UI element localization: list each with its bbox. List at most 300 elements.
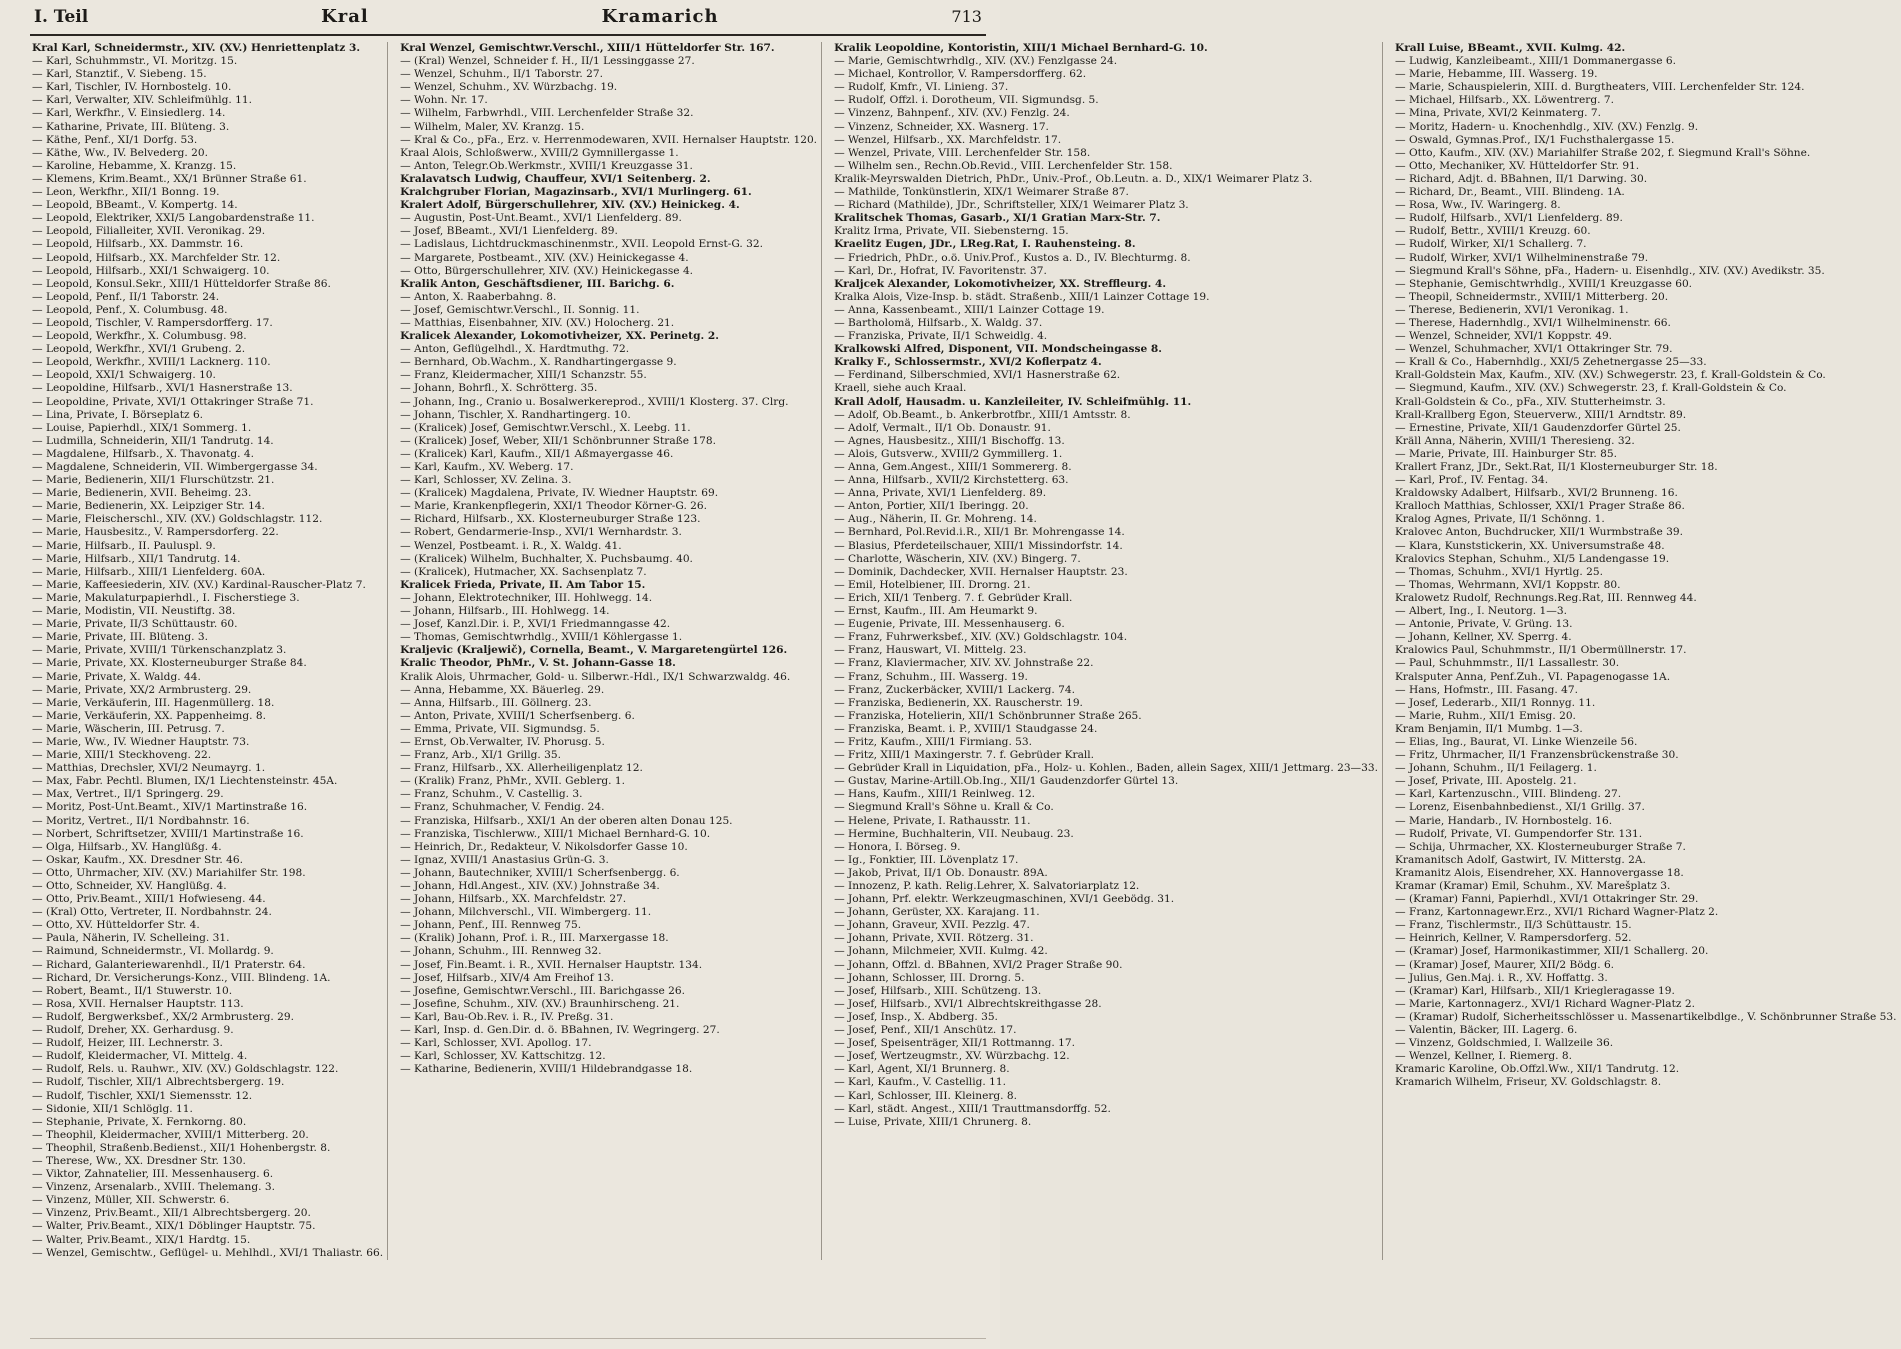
directory-entry: — Magdalene, Schneiderin, VII. Wimbergergasse 34. xyxy=(32,461,318,473)
directory-entry: Kralicek Alexander, Lokomotivheizer, XX. Perinetg. 2. xyxy=(400,330,719,343)
directory-entry: — Rosa, Ww., IV. Waringerg. 8. xyxy=(1395,199,1561,212)
directory-entry: Kralic Theodor, PhMr., V. St. Johann-Gasse 18. xyxy=(400,657,676,670)
directory-entry: — Ferdinand, Silberschmied, XVI/1 Hasnerstraße 62. xyxy=(834,369,1121,382)
directory-entry: Kralert Adolf, Bürgerschullehrer, XIV. (XV.) Heinickeg. 4. xyxy=(400,199,740,212)
directory-entry: — Lorenz, Eisenbahnbedienst., XI/1 Grillg. 37. xyxy=(1395,801,1645,814)
directory-entry: — Marie, XIII/1 Steckhoveng. 22. xyxy=(32,749,212,762)
directory-entry: — Richard, Galanteriewarenhdl., II/1 Praterstr. 64. xyxy=(32,958,306,971)
directory-entry: — Johann, Kellner, XV. Sperrg. 4. xyxy=(1395,631,1572,644)
directory-entry: — Karl, Stanztif., V. Siebeng. 15. xyxy=(32,68,207,81)
directory-entry: — Wenzel, Kellner, I. Riemerg. 8. xyxy=(1395,1050,1573,1063)
directory-entry: — Otto, Priv.Beamt., XIII/1 Hofwieseng. 44. xyxy=(32,893,266,906)
directory-entry: — Marie, Handarb., IV. Hornbostelg. 16. xyxy=(1395,814,1613,827)
directory-entry: — Karl, Verwalter, XIV. Schleifmühlg. 11. xyxy=(32,94,253,107)
directory-entry: — Leopold, Elektriker, XXI/5 Langobardenstraße 11. xyxy=(32,212,315,225)
directory-entry: — Johann, Offzl. d. BBahnen, XVI/2 Prager Straße 90. xyxy=(834,958,1123,971)
directory-entry: — Therese, Ww., XX. Dresdner Str. 130. xyxy=(32,1154,246,1167)
directory-entry: — Augustin, Post-Unt.Beamt., XVI/1 Lienfelderg. 89. xyxy=(400,212,682,225)
directory-entry: — Josef, Hilfsarb., XVI/1 Albrechtskreithgasse 28. xyxy=(834,997,1102,1010)
directory-entry: — Erich, XII/1 Tenberg. 7. f. Gebrüder Krall. xyxy=(834,591,1073,604)
directory-entry: — Theophil, Straßenb.Bedienst., XII/1 Hohenbergstr. 8. xyxy=(32,1141,331,1154)
directory-entry: — Theopil, Schneidermstr., XVIII/1 Mitterberg. 20. xyxy=(1395,290,1669,303)
directory-entry: — Ernst, Ob.Verwalter, IV. Phorusg. 5. xyxy=(400,735,605,748)
directory-entry: Kralky F., Schlossermstr., XVI/2 Koflerpatz 4. xyxy=(834,356,1102,369)
directory-entry: — Johann, Milchmeier, XVII. Kulmg. 42. xyxy=(834,945,1048,958)
directory-entry: — Rudolf, Wirker, XI/1 Schallerg. 7. xyxy=(1395,238,1587,251)
directory-entry: — (Kramar) Josef, Harmonikastimmer, XII/1 Schallerg. 20. xyxy=(1395,945,1709,958)
left-guide-word: Kral xyxy=(321,6,369,27)
directory-entry: — Rudolf, Rels. u. Rauhwr., XIV. (XV.) Goldschlagstr. 122. xyxy=(32,1063,339,1076)
directory-entry: — Anna, Hebamme, XX. Bäuerleg. 29. xyxy=(400,683,605,696)
directory-entry: — Franziska, Private, II/1 Schweidlg. 4. xyxy=(834,330,1048,343)
directory-entry: — Otto, Kaufm., XIV. (XV.) Mariahilfer Straße 202, f. Siegmund Krall's Söhne. xyxy=(1395,146,1811,159)
directory-entry: — Leopoldine, Private, XVI/1 Ottakringer Straße 71. xyxy=(32,395,314,408)
directory-entry: — Franz, Hilfsarb., XX. Allerheiligenplatz 12. xyxy=(400,762,643,775)
directory-entry: — Marie, Verkäuferin, XX. Pappenheimg. 8. xyxy=(32,709,266,722)
directory-entry: — (Kralicek), Hutmacher, XX. Sachsenplatz 7. xyxy=(400,565,647,578)
directory-entry: Kramaric Karoline, Ob.Offzl.Ww., XII/1 Tandrutg. 12. xyxy=(1395,1063,1680,1076)
directory-entry: — Olga, Hilfsarb., XV. Hanglüßg. 4. xyxy=(32,840,222,853)
directory-entry: — Johann, Private, XVII. Rötzerg. 31. xyxy=(834,932,1034,945)
directory-entry: — Franz, Kartonnagewr.Erz., XVI/1 Richard Wagner-Platz 2. xyxy=(1395,906,1719,919)
directory-entry: — Norbert, Schriftsetzer, XVIII/1 Martinstraße 16. xyxy=(32,827,304,840)
directory-entry: — Franziska, Bedienerin, XX. Rauscherstr. 19. xyxy=(834,696,1083,709)
directory-columns xyxy=(30,42,1897,1260)
directory-entry: — Karl, Prof., IV. Fentag. 34. xyxy=(1395,474,1549,487)
directory-entry: — Franziska, Tischlerww., XIII/1 Michael Bernhard-G. 10. xyxy=(400,827,711,840)
directory-entry: Kraldowsky Adalbert, Hilfsarb., XVI/2 Brunneng. 16. xyxy=(1395,487,1678,500)
directory-entry: — Wilhelm, Maler, XV. Kranzg. 15. xyxy=(400,120,585,133)
directory-entry: — Katharine, Bedienerin, XVIII/1 Hildebrandgasse 18. xyxy=(400,1063,693,1076)
directory-entry: — Wilhelm, Farbwrhdl., VIII. Lerchenfelder Straße 32. xyxy=(400,107,694,120)
directory-entry: — Ernst, Kaufm., III. Am Heumarkt 9. xyxy=(834,605,1038,618)
directory-entry: — Anna, Hilfsarb., XVII/2 Kirchstetterg. 63. xyxy=(834,474,1069,487)
directory-entry: — Mathilde, Tonkünstlerin, XIX/1 Weimarer Straße 87. xyxy=(834,186,1129,199)
directory-entry: — Schija, Uhrmacher, XX. Klosterneuburger Straße 7. xyxy=(1395,840,1686,853)
directory-entry: Kralowics Paul, Schuhmmstr., II/1 Obermüllnerstr. 17. xyxy=(1395,644,1687,657)
directory-entry: — Karl, Schuhmmstr., VI. Moritzg. 15. xyxy=(32,55,238,68)
directory-entry: — Jakob, Privat, II/1 Ob. Donaustr. 89A. xyxy=(834,866,1048,879)
directory-entry: — Karl, Kartenzuschn., VIII. Blindeng. 27. xyxy=(1395,788,1622,801)
directory-entry: — Max, Vertret., II/1 Springerg. 29. xyxy=(32,788,224,801)
directory-entry: Kralog Agnes, Private, II/1 Schönng. 1. xyxy=(1395,513,1605,526)
directory-entry: — Johann, Milchverschl., VII. Wimbergerg. 11. xyxy=(400,906,652,919)
directory-entry: Krall Luise, BBeamt., XVII. Kulmg. 42. xyxy=(1395,42,1626,54)
directory-entry: Kraal Alois, Schloßwerw., XVIII/2 Gymnillergasse 1. xyxy=(400,146,679,159)
directory-entry: — Vinzenz, Bahnpenf., XIV. (XV.) Fenzlg. 24. xyxy=(834,107,1070,120)
directory-entry: Kralitschek Thomas, Gasarb., XI/1 Gratian Marx-Str. 7. xyxy=(834,212,1161,225)
directory-entry: — Lina, Private, I. Börseplatz 6. xyxy=(32,408,204,421)
page-bottom-rule xyxy=(30,1338,986,1339)
directory-entry: — Leopold, Werkfhr., XVIII/1 Lacknerg. 110. xyxy=(32,356,271,369)
directory-entry: — Rosa, XVII. Hernalser Hauptstr. 113. xyxy=(32,997,244,1010)
directory-entry: — Franziska, Hilfsarb., XXI/1 An der oberen alten Donau 125. xyxy=(400,814,733,827)
directory-entry: — Gustav, Marine-Artill.Ob.Ing., XII/1 Gaudenzdorfer Gürtel 13. xyxy=(834,775,1179,788)
directory-entry: — Moritz, Post-Unt.Beamt., XIV/1 Martinstraße 16. xyxy=(32,801,308,814)
directory-entry: Kralik Anton, Geschäftsdiener, III. Barichg. 6. xyxy=(400,277,675,290)
directory-entry: — Marie, Gemischtwrhdlg., XIV. (XV.) Fenzlgasse 24. xyxy=(834,55,1118,68)
directory-entry: Krall-Goldstein & Co., pFa., XIV. Stutterheimstr. 3. xyxy=(1395,395,1666,408)
directory-entry: — Siegmund, Kaufm., XIV. (XV.) Schwegerstr. 23, f. Krall-Goldstein & Co. xyxy=(1395,382,1787,395)
directory-entry: — Johann, Prf. elektr. Werkzeugmaschinen, XVI/1 Geebödg. 31. xyxy=(834,893,1175,906)
directory-entry: — Bernhard, Pol.Revid.i.R., XII/1 Br. Mohrengasse 14. xyxy=(834,526,1125,539)
directory-entry: — Robert, Gendarmerie-Insp., XVI/1 Wernhardstr. 3. xyxy=(400,526,682,539)
directory-entry: — Thomas, Wehrmann, XVI/1 Koppstr. 80. xyxy=(1395,578,1621,591)
directory-entry: — Wenzel, Schuhm., XV. Würzbachg. 19. xyxy=(400,81,618,94)
directory-entry: — Marie, Bedienerin, XVII. Beheimg. 23. xyxy=(32,487,252,500)
directory-entry: — Marie, Makulaturpapierhdl., I. Fischerstiege 3. xyxy=(32,591,300,604)
directory-entry: — Bernhard, Ob.Wachm., X. Randhartingergasse 9. xyxy=(400,356,677,369)
directory-entry: — Josefine, Gemischtwr.Verschl., III. Barichgasse 26. xyxy=(400,984,685,997)
directory-entry: — Bartholomä, Hilfsarb., X. Waldg. 37. xyxy=(834,316,1043,329)
directory-entry: — Rudolf, Hilfsarb., XVI/1 Lienfelderg. 89. xyxy=(1395,212,1623,225)
directory-entry: — Josef, Penf., XII/1 Anschütz. 17. xyxy=(834,1024,1017,1037)
directory-entry: — Rudolf, Heizer, III. Lechnerstr. 3. xyxy=(32,1037,223,1050)
directory-entry: — Franz, Hauswart, VI. Mittelg. 23. xyxy=(834,644,1027,657)
directory-entry: — Franz, Schuhm., III. Wasserg. 19. xyxy=(834,670,1028,683)
directory-entry: — Franz, Fuhrwerksbef., XIV. (XV.) Goldschlagstr. 104. xyxy=(834,631,1128,644)
directory-entry: — Anton, Portier, XII/1 Iberingg. 20. xyxy=(834,500,1029,513)
directory-entry: — Marie, Kartonnagerz., XVI/1 Richard Wagner-Platz 2. xyxy=(1395,997,1695,1010)
directory-entry: — Leopold, Tischler, V. Rampersdorfferg. 17. xyxy=(32,316,273,329)
directory-entry: — Leopoldine, Hilfsarb., XVI/1 Hasnerstraße 13. xyxy=(32,382,293,395)
directory-entry: — Elias, Ing., Baurat, VI. Linke Wienzeile 56. xyxy=(1395,735,1638,748)
directory-entry: — (Kralicek) Josef, Gemischtwr.Verschl., X. Leebg. 11. xyxy=(400,421,691,434)
directory-entry: — Hans, Hofmstr., III. Fasang. 47. xyxy=(1395,683,1578,696)
directory-entry: — Leopold, Hilfsarb., XXI/1 Schwaigerg. 10. xyxy=(32,264,270,277)
directory-entry: — (Kralik) Franz, PhMr., XVII. Geblerg. 1. xyxy=(400,775,626,788)
directory-entry: — Leopold, Hilfsarb., XX. Dammstr. 16. xyxy=(32,238,244,251)
directory-entry: — (Kralicek) Magdalena, Private, IV. Wiedner Hauptstr. 69. xyxy=(400,487,719,500)
directory-entry: — Siegmund Krall's Söhne, pFa., Hadern- u. Eisenhdlg., XIV. (XV.) Avedikstr. 35. xyxy=(1395,264,1825,277)
directory-entry: — Rudolf, Offzl. i. Dorotheum, VII. Sigmundsg. 5. xyxy=(834,94,1099,107)
directory-entry: — Viktor, Zahnatelier, III. Messenhauserg. 6. xyxy=(32,1168,274,1181)
directory-entry: Kraelitz Eugen, JDr., LReg.Rat, I. Rauhensteing. 8. xyxy=(834,238,1136,251)
directory-entry: — Otto, Bürgerschullehrer, XIV. (XV.) Heinickegasse 4. xyxy=(400,264,694,277)
directory-entry: Kralik Alois, Uhrmacher, Gold- u. Silberwr.-Hdl., IX/1 Schwarzwaldg. 46. xyxy=(400,670,791,683)
directory-entry: — Leopold, Penf., II/1 Taborstr. 24. xyxy=(32,290,220,303)
directory-entry: — Rudolf, Private, VI. Gumpendorfer Str. 131. xyxy=(1395,827,1643,840)
directory-entry: Kralloch Matthias, Schlosser, XXI/1 Prager Straße 86. xyxy=(1395,500,1685,513)
directory-entry: — Paul, Schuhmmstr., II/1 Lassallestr. 30. xyxy=(1395,657,1620,670)
directory-entry: — Marie, Private, III. Hainburger Str. 85. xyxy=(1395,447,1617,460)
directory-entry: Kraljcek Alexander, Lokomotivheizer, XX. Streffleurg. 4. xyxy=(834,277,1167,290)
directory-entry: — Oskar, Kaufm., XX. Dresdner Str. 46. xyxy=(32,853,243,866)
directory-entry: — Karl, Kaufm., V. Castellig. 11. xyxy=(834,1076,1007,1089)
directory-entry: — Leopold, Penf., X. Columbusg. 48. xyxy=(32,303,228,316)
directory-entry: — Richard, Hilfsarb., XX. Klosterneuburger Straße 123. xyxy=(400,513,701,526)
directory-entry: Kralik-Meyrswalden Dietrich, PhDr., Univ.-Prof., Ob.Leutn. a. D., XIX/1 Weimarer Platz 3. xyxy=(834,172,1313,185)
directory-entry: — Josef, Wertzeugmstr., XV. Würzbachg. 12. xyxy=(834,1050,1070,1063)
directory-entry: Kramanitz Alois, Eisendreher, XX. Hannovergasse 18. xyxy=(1395,866,1684,879)
directory-entry: — Johann, Bohrfl., X. Schrötterg. 35. xyxy=(400,382,598,395)
directory-entry: — Klemens, Krim.Beamt., XX/1 Brünner Straße 61. xyxy=(32,172,307,185)
page-number: 713 xyxy=(951,7,982,26)
directory-entry: — Franziska, Hotelierin, XII/1 Schönbrunner Straße 265. xyxy=(834,709,1142,722)
directory-entry: — Franz, Arb., XI/1 Grillg. 35. xyxy=(400,749,561,762)
directory-entry: — Friedrich, PhDr., o.ö. Univ.Prof., Kustos a. D., IV. Blechturmg. 8. xyxy=(834,251,1191,264)
directory-entry: — Stephanie, Gemischtwrhdlg., XVIII/1 Kreuzgasse 60. xyxy=(1395,277,1693,290)
directory-entry: — Karl, Schlosser, XV. Zelina. 3. xyxy=(400,474,572,487)
directory-entry: — Mina, Private, XVI/2 Keinmaterg. 7. xyxy=(1395,107,1601,120)
directory-entry: — Marie, Ww., IV. Wiedner Hauptstr. 73. xyxy=(32,735,250,748)
directory-entry: — Magdalene, Hilfsarb., X. Thavonatg. 4. xyxy=(32,447,254,460)
directory-entry: — Marie, Wäscherin, III. Petrusg. 7. xyxy=(32,722,225,735)
directory-entry: — Otto, Mechaniker, XV. Hütteldorfer Str. 91. xyxy=(1395,159,1640,172)
directory-entry: — Marie, Private, XVIII/1 Türkenschanzplatz 3. xyxy=(32,644,287,657)
directory-entry: — Josef, Hilfsarb., XIV/4 Am Freihof 13. xyxy=(400,971,614,984)
directory-entry: — Richard, Dr. Versicherungs-Konz., VIII. Blindeng. 1A. xyxy=(32,971,331,984)
directory-entry: — Leopold, Konsul.Sekr., XIII/1 Hütteldorfer Straße 86. xyxy=(32,277,331,290)
directory-entry: — Rudolf, Dreher, XX. Gerhardusg. 9. xyxy=(32,1024,234,1037)
directory-entry: — Otto, XV. Hütteldorfer Str. 4. xyxy=(32,919,200,932)
directory-entry: — Ludmilla, Schneiderin, XII/1 Tandrutg. 14. xyxy=(32,434,274,447)
directory-entry: — Sidonie, XII/1 Schlöglg. 11. xyxy=(32,1102,193,1115)
directory-entry: — (Kralik) Johann, Prof. i. R., III. Marxergasse 18. xyxy=(400,932,669,945)
directory-entry: — Josef, BBeamt., XVI/1 Lienfelderg. 89. xyxy=(400,225,618,238)
directory-entry: — Richard, Adjt. d. BBahnen, II/1 Darwing. 30. xyxy=(1395,172,1648,185)
directory-entry: — Michael, Hilfsarb., XX. Löwentrerg. 7. xyxy=(1395,94,1614,107)
directory-entry: — Ig., Fonktier, III. Lövenplatz 17. xyxy=(834,853,1019,866)
directory-entry: — (Kralicek) Josef, Weber, XII/1 Schönbrunner Straße 178. xyxy=(400,434,716,447)
directory-entry: — (Kramar) Karl, Hilfsarb., XII/1 Kriegleragasse 19. xyxy=(1395,984,1675,997)
directory-entry: — Therese, Bedienerin, XVI/1 Veronikag. 1. xyxy=(1395,303,1629,316)
directory-entry: — Wenzel, Schuhm., II/1 Taborstr. 27. xyxy=(400,68,603,81)
directory-entry: — Johann, Ing., Cranio u. Bosalwerkereprod., XVIII/1 Klosterg. 37. Clrg. xyxy=(400,395,789,408)
directory-entry: — Anna, Private, XVI/1 Lienfelderg. 89. xyxy=(834,487,1047,500)
directory-entry: — Johann, Schuhm., II/1 Feilagerg. 1. xyxy=(1395,762,1597,775)
directory-entry: — Johann, Bautechniker, XVIII/1 Scherfsenbergg. 6. xyxy=(400,866,680,879)
directory-entry: — Karl, Tischler, IV. Hornbostelg. 10. xyxy=(32,81,232,94)
directory-entry: — Marie, Private, X. Waldg. 44. xyxy=(32,670,201,683)
directory-entry: — Marie, Verkäuferin, III. Hagenmüllerg. 18. xyxy=(32,696,275,709)
directory-entry: Krall-Krallberg Egon, Steuerverw., XIII/1 Arndtstr. 89. xyxy=(1395,408,1687,421)
directory-entry: — Wenzel, Hilfsarb., XX. Marchfeldstr. 17. xyxy=(834,133,1062,146)
directory-entry: — Moritz, Hadern- u. Knochenhdlg., XIV. (XV.) Fenzlg. 9. xyxy=(1395,120,1699,133)
directory-entry: — Ernestine, Private, XII/1 Gaudenzdorfer Gürtel 25. xyxy=(1395,421,1681,434)
directory-entry: — Oswald, Gymnas.Prof., IX/1 Fuchsthalergasse 15. xyxy=(1395,133,1675,146)
directory-entry: — Heinrich, Kellner, V. Rampersdorferg. 52. xyxy=(1395,932,1632,945)
directory-entry: — Adolf, Vermalt., II/1 Ob. Donaustr. 91. xyxy=(834,421,1051,434)
directory-entry: — Johann, Schlosser, III. Drorng. 5. xyxy=(834,971,1025,984)
directory-entry: — Ludwig, Kanzleibeamt., XIII/1 Dommanergasse 6. xyxy=(1395,55,1676,68)
directory-entry: — Josef, Insp., X. Abdberg. 35. xyxy=(834,1010,998,1023)
directory-entry: — Leopold, Werkfhr., XVI/1 Grubeng. 2. xyxy=(32,343,246,356)
directory-entry: — Alois, Gutsverw., XVIII/2 Gymmillerg. 1. xyxy=(834,447,1063,460)
directory-entry: — Albert, Ing., I. Neutorg. 1—3. xyxy=(1395,605,1567,618)
directory-entry: — Anton, Geflügelhdl., X. Hardtmuthg. 72. xyxy=(400,343,630,356)
directory-entry: Kralovec Anton, Buchdrucker, XII/1 Wurmbstraße 39. xyxy=(1395,526,1683,539)
directory-entry: — Theophil, Kleidermacher, XVIII/1 Mitterberg. 20. xyxy=(32,1128,309,1141)
directory-entry: — Johann, Elektrotechniker, III. Hohlwegg. 14. xyxy=(400,591,653,604)
directory-entry: — Marie, Hilfsarb., XII/1 Tandrutg. 14. xyxy=(32,552,241,565)
directory-entry: — Karl, Schlosser, XVI. Apollog. 17. xyxy=(400,1037,592,1050)
directory-entry: Krallert Franz, JDr., Sekt.Rat, II/1 Klosterneuburger Str. 18. xyxy=(1395,461,1718,473)
directory-entry: — Franz, Kleidermacher, XIII/1 Schanzstr. 55. xyxy=(400,369,647,382)
column-4 xyxy=(1393,42,1901,1260)
directory-entry: — (Kral) Otto, Vertreter, II. Nordbahnstr. 24. xyxy=(32,906,272,919)
column-1 xyxy=(30,42,388,1260)
directory-entry: — Josef, Kanzl.Dir. i. P., XVI/1 Friedmanngasse 42. xyxy=(400,618,671,631)
directory-entry: Kralovics Stephan, Schuhm., XI/5 Landengasse 19. xyxy=(1395,552,1670,565)
directory-entry: — Marie, Private, III. Blüteng. 3. xyxy=(32,631,208,644)
directory-entry: — Marie, Hilfsarb., XIII/1 Lienfelderg. 60A. xyxy=(32,565,266,578)
directory-entry: Kramar (Kramar) Emil, Schuhm., XV. Marešplatz 3. xyxy=(1395,880,1671,892)
directory-entry: — (Kral) Wenzel, Schneider f. H., II/1 Lessinggasse 27. xyxy=(400,55,695,68)
directory-entry: Kramarich Wilhelm, Friseur, XV. Goldschlagstr. 8. xyxy=(1395,1076,1662,1089)
directory-entry: — Vinzenz, Arsenalarb., XVIII. Thelemang. 3. xyxy=(32,1181,275,1194)
directory-entry: — Klara, Kunststickerin, XX. Universumstraße 48. xyxy=(1395,539,1665,552)
directory-entry: — Thomas, Gemischtwrhdlg., XVIII/1 Köhlergasse 1. xyxy=(400,631,683,644)
directory-entry: — Anna, Hilfsarb., III. Göllnerg. 23. xyxy=(400,696,592,709)
directory-entry: — Wenzel, Gemischtw., Geflügel- u. Mehlhdl., XVI/1 Thaliastr. 66. xyxy=(32,1246,384,1259)
directory-entry: — Leopold, Werkfhr., X. Columbusg. 98. xyxy=(32,330,247,343)
directory-entry: — Franz, Schuhm., V. Castellig. 3. xyxy=(400,788,583,801)
directory-entry: — Karl, Werkfhr., V. Einsiedlerg. 14. xyxy=(32,107,226,120)
directory-entry: Krall Adolf, Hausadm. u. Kanzleileiter, IV. Schleifmühlg. 11. xyxy=(834,395,1192,408)
directory-entry: — Emma, Private, VII. Sigmundsg. 5. xyxy=(400,722,600,735)
directory-entry: — Marie, Bedienerin, XX. Leipziger Str. 14. xyxy=(32,500,265,513)
directory-entry: — Honora, I. Börseg. 9. xyxy=(834,840,961,853)
directory-entry: Kraljevic (Kraljewič), Cornella, Beamt., V. Margaretengürtel 126. xyxy=(400,644,788,657)
directory-entry: — Karl, Kaufm., XV. Weberg. 17. xyxy=(400,461,574,473)
directory-entry: — Leopold, BBeamt., V. Kompertg. 14. xyxy=(32,199,238,212)
directory-entry: — Innozenz, P. kath. Relig.Lehrer, X. Salvatoriarplatz 12. xyxy=(834,880,1140,892)
directory-entry: — Leopold, Hilfsarb., XX. Marchfelder Str. 12. xyxy=(32,251,281,264)
directory-entry: — Hans, Kaufm., XIII/1 Reinlweg. 12. xyxy=(834,788,1036,801)
directory-entry: — Johann, Hdl.Angest., XIV. (XV.) Johnstraße 34. xyxy=(400,880,660,892)
directory-entry: — Käthe, Ww., IV. Belvederg. 20. xyxy=(32,146,208,159)
directory-entry: — Eugenie, Private, III. Messenhauserg. 6. xyxy=(834,618,1065,631)
directory-entry: — Marie, Hilfsarb., II. Pauluspl. 9. xyxy=(32,539,216,552)
directory-entry: Kraell, siehe auch Kraal. xyxy=(834,382,967,395)
directory-entry: — Matthias, Eisenbahner, XIV. (XV.) Holocherg. 21. xyxy=(400,316,675,329)
directory-entry: — (Kralicek) Wilhelm, Buchhalter, X. Puchsbaumg. 40. xyxy=(400,552,693,565)
directory-entry: — Käthe, Penf., XI/1 Dorfg. 53. xyxy=(32,133,198,146)
directory-entry: — Katharine, Private, III. Blüteng. 3. xyxy=(32,120,230,133)
directory-entry: Kralchgruber Florian, Magazinsarb., XVI/1 Murlingerg. 61. xyxy=(400,186,752,199)
directory-entry: — Luise, Private, XIII/1 Chrunerg. 8. xyxy=(834,1115,1032,1128)
directory-entry: — (Kramar) Josef, Maurer, XII/2 Bödg. 6. xyxy=(1395,958,1615,971)
directory-entry: — Valentin, Bäcker, III. Lagerg. 6. xyxy=(1395,1024,1578,1037)
directory-entry: — (Kralicek) Karl, Kaufm., XII/1 Aßmayergasse 46. xyxy=(400,447,674,460)
directory-entry: — Karl, Schlosser, III. Kleinerg. 8. xyxy=(834,1089,1018,1102)
directory-entry: — Johann, Graveur, XVII. Pezzlg. 47. xyxy=(834,919,1030,932)
directory-entry: — Leopold, Filialleiter, XVII. Veronikag. 29. xyxy=(32,225,266,238)
directory-entry: — Matthias, Drechsler, XVI/2 Neumayrg. 1. xyxy=(32,762,266,775)
directory-entry: — Marie, Kaffeesiederin, XIV. (XV.) Kardinal-Rauscher-Platz 7. xyxy=(32,578,366,591)
directory-entry: — Marie, Private, II/3 Schüttaustr. 60. xyxy=(32,618,238,631)
directory-entry: Kralik Leopoldine, Kontoristin, XIII/1 Michael Bernhard-G. 10. xyxy=(834,42,1208,54)
right-guide-word: Kramarich xyxy=(601,6,719,27)
directory-entry: — Richard (Mathilde), JDr., Schriftsteller, XIX/1 Weimarer Platz 3. xyxy=(834,199,1189,212)
directory-entry: — Rudolf, Kleidermacher, VI. Mittelg. 4. xyxy=(32,1050,248,1063)
directory-entry: Kral Wenzel, Gemischtwr.Verschl., XIII/1 Hütteldorfer Str. 167. xyxy=(400,42,775,54)
directory-entry: — Wenzel, Schneider, XVI/1 Koppstr. 49. xyxy=(1395,330,1613,343)
directory-entry: — Helene, Private, I. Rathausstr. 11. xyxy=(834,814,1031,827)
directory-entry: — Richard, Dr., Beamt., VIII. Blindeng. 1A. xyxy=(1395,186,1625,199)
directory-entry: Kralitz Irma, Private, VII. Siebensterng. 15. xyxy=(834,225,1069,238)
directory-entry: — Rudolf, Bettr., XVIII/1 Kreuzg. 60. xyxy=(1395,225,1591,238)
directory-entry: — Walter, Priv.Beamt., XIX/1 Döblinger Hauptstr. 75. xyxy=(32,1220,316,1233)
directory-entry: Kralka Alois, Vize-Insp. b. städt. Straßenb., XIII/1 Lainzer Cottage 19. xyxy=(834,290,1210,303)
directory-entry: — Stephanie, Private, X. Fernkorng. 80. xyxy=(32,1115,247,1128)
directory-entry: — Marie, Modistin, VII. Neustiftg. 38. xyxy=(32,605,236,618)
directory-entry: — Rudolf, Tischler, XII/1 Albrechtsbergerg. 19. xyxy=(32,1076,285,1089)
directory-entry: — Leon, Werkfhr., XII/1 Bonng. 19. xyxy=(32,186,220,199)
directory-entry: — Karl, Agent, XI/1 Brunnerg. 8. xyxy=(834,1063,1010,1076)
directory-entry: — Franz, Klaviermacher, XIV. XV. Johnstraße 22. xyxy=(834,657,1094,670)
directory-entry: — Charlotte, Wäscherin, XIV. (XV.) Bingerg. 7. xyxy=(834,552,1081,565)
directory-entry: — Josef, Speisenträger, XII/1 Rottmanng. 17. xyxy=(834,1037,1076,1050)
directory-entry: — Karl, Insp. d. Gen.Dir. d. ö. BBahnen, IV. Wegringerg. 27. xyxy=(400,1024,720,1037)
directory-entry: Kralavatsch Ludwig, Chauffeur, XVI/1 Seitenberg. 2. xyxy=(400,172,711,185)
directory-entry: Kralicek Frieda, Private, II. Am Tabor 15. xyxy=(400,578,646,591)
directory-entry: — Ladislaus, Lichtdruckmaschinenmstr., XVII. Leopold Ernst-G. 32. xyxy=(400,238,764,251)
column-2 xyxy=(398,42,822,1260)
directory-entry: — Hermine, Buchhalterin, VII. Neubaug. 23. xyxy=(834,827,1074,840)
directory-entry: — Wilhelm sen., Rechn.Ob.Revid., VIII. Lerchenfelder Str. 158. xyxy=(834,159,1173,172)
directory-entry: — Kral & Co., pFa., Erz. v. Herrenmodewaren, XVII. Hernalser Hauptstr. 120. xyxy=(400,133,818,146)
page-header xyxy=(30,6,986,36)
directory-entry: — Vinzenz, Priv.Beamt., XII/1 Albrechtsbergerg. 20. xyxy=(32,1207,311,1220)
directory-entry: Krall-Goldstein Max, Kaufm., XIV. (XV.) Schwegerstr. 23, f. Krall-Goldstein & Co. xyxy=(1395,369,1826,382)
directory-entry: — Johann, Schuhm., III. Rennweg 32. xyxy=(400,945,602,958)
part-label: I. Teil xyxy=(34,7,89,27)
directory-entry: — Emil, Hotelbiener, III. Drorng. 21. xyxy=(834,578,1031,591)
directory-entry: — Wenzel, Postbeamt. i. R., X. Waldg. 41. xyxy=(400,539,622,552)
directory-entry: — Agnes, Hausbesitz., XIII/1 Bischoffg. 13. xyxy=(834,434,1065,447)
directory-entry: — Robert, Beamt., II/1 Stuwerstr. 10. xyxy=(32,984,233,997)
directory-entry: — Marie, Fleischerschl., XIV. (XV.) Goldschlagstr. 112. xyxy=(32,513,323,526)
directory-entry: — Marie, Schauspielerin, XIII. d. Burgtheaters, VIII. Lerchenfelder Str. 124. xyxy=(1395,81,1805,94)
directory-entry: — Johann, Tischler, X. Randhartingerg. 10. xyxy=(400,408,631,421)
directory-entry: — Wenzel, Schuhmacher, XVI/1 Ottakringer Str. 79. xyxy=(1395,343,1673,356)
directory-entry: — Karl, Bau-Ob.Rev. i. R., IV. Preßg. 31. xyxy=(400,1010,614,1023)
directory-entry: — Vinzenz, Goldschmied, I. Wallzeile 36. xyxy=(1395,1037,1614,1050)
directory-entry: — Johann, Gerüster, XX. Karajang. 11. xyxy=(834,906,1040,919)
directory-entry: — Franziska, Beamt. i. P., XVIII/1 Staudgasse 24. xyxy=(834,722,1098,735)
directory-entry: — Moritz, Vertret., II/1 Nordbahnstr. 16. xyxy=(32,814,250,827)
directory-entry: — Fritz, Kaufm., XIII/1 Firmiang. 53. xyxy=(834,735,1033,748)
directory-entry: — Anton, X. Raaberbahng. 8. xyxy=(400,290,557,303)
directory-entry: — Michael, Kontrollor, V. Rampersdorfferg. 62. xyxy=(834,68,1087,81)
directory-entry: — Max, Fabr. Pechtl. Blumen, IX/1 Liechtensteinstr. 45A. xyxy=(32,775,338,788)
directory-entry: — Ignaz, XVIII/1 Anastasius Grün-G. 3. xyxy=(400,853,609,866)
directory-entry: — Otto, Schneider, XV. Hanglüßg. 4. xyxy=(32,880,227,892)
directory-entry: — Antonie, Private, V. Grüng. 13. xyxy=(1395,618,1573,631)
directory-entry: — Krall & Co., Habernhdlg., XXI/5 Zehetnergasse 25—33. xyxy=(1395,356,1707,369)
directory-entry: — Josef, Lederarb., XII/1 Ronnyg. 11. xyxy=(1395,696,1596,709)
directory-entry: — Gebrüder Krall in Liquidation, pFa., Holz- u. Kohlen., Baden, allein Sagex, XIII/1 Jettmarg. 23—33. xyxy=(834,762,1379,775)
directory-entry: — Marie, Ruhm., XII/1 Emisg. 20. xyxy=(1395,709,1576,722)
directory-entry: — Anton, Telegr.Ob.Werkmstr., XVIII/1 Kreuzgasse 31. xyxy=(400,159,693,172)
directory-entry: — Anna, Gem.Angest., XIII/1 Sommererg. 8. xyxy=(834,461,1072,473)
directory-entry: — Marie, Bedienerin, XII/1 Flurschützstr. 21. xyxy=(32,474,275,487)
directory-entry: — Heinrich, Dr., Redakteur, V. Nikolsdorfer Gasse 10. xyxy=(400,840,688,853)
directory-entry: — Margarete, Postbeamt., XIV. (XV.) Heinickegasse 4. xyxy=(400,251,689,264)
directory-entry: — Josef, Fin.Beamt. i. R., XVII. Hernalser Hauptstr. 134. xyxy=(400,958,703,971)
directory-entry: — Julius, Gen.Maj. i. R., XV. Hoffattg. 3. xyxy=(1395,971,1608,984)
directory-entry: — Vinzenz, Müller, XII. Schwerstr. 6. xyxy=(32,1194,230,1207)
directory-entry: — Adolf, Ob.Beamt., b. Ankerbrotfbr., XIII/1 Amtsstr. 8. xyxy=(834,408,1131,421)
directory-entry: — Leopold, XXI/1 Schwaigerg. 10. xyxy=(32,369,216,382)
directory-entry: — Dominik, Dachdecker, XVII. Hernalser Hauptstr. 23. xyxy=(834,565,1128,578)
directory-entry: Kralkowski Alfred, Disponent, VII. Mondscheingasse 8. xyxy=(834,343,1162,356)
column-3 xyxy=(832,42,1383,1260)
directory-entry: — Rudolf, Tischler, XXI/1 Siemensstr. 12. xyxy=(32,1089,253,1102)
directory-entry: Kramanitsch Adolf, Gastwirt, IV. Mitterstg. 2A. xyxy=(1395,853,1646,866)
